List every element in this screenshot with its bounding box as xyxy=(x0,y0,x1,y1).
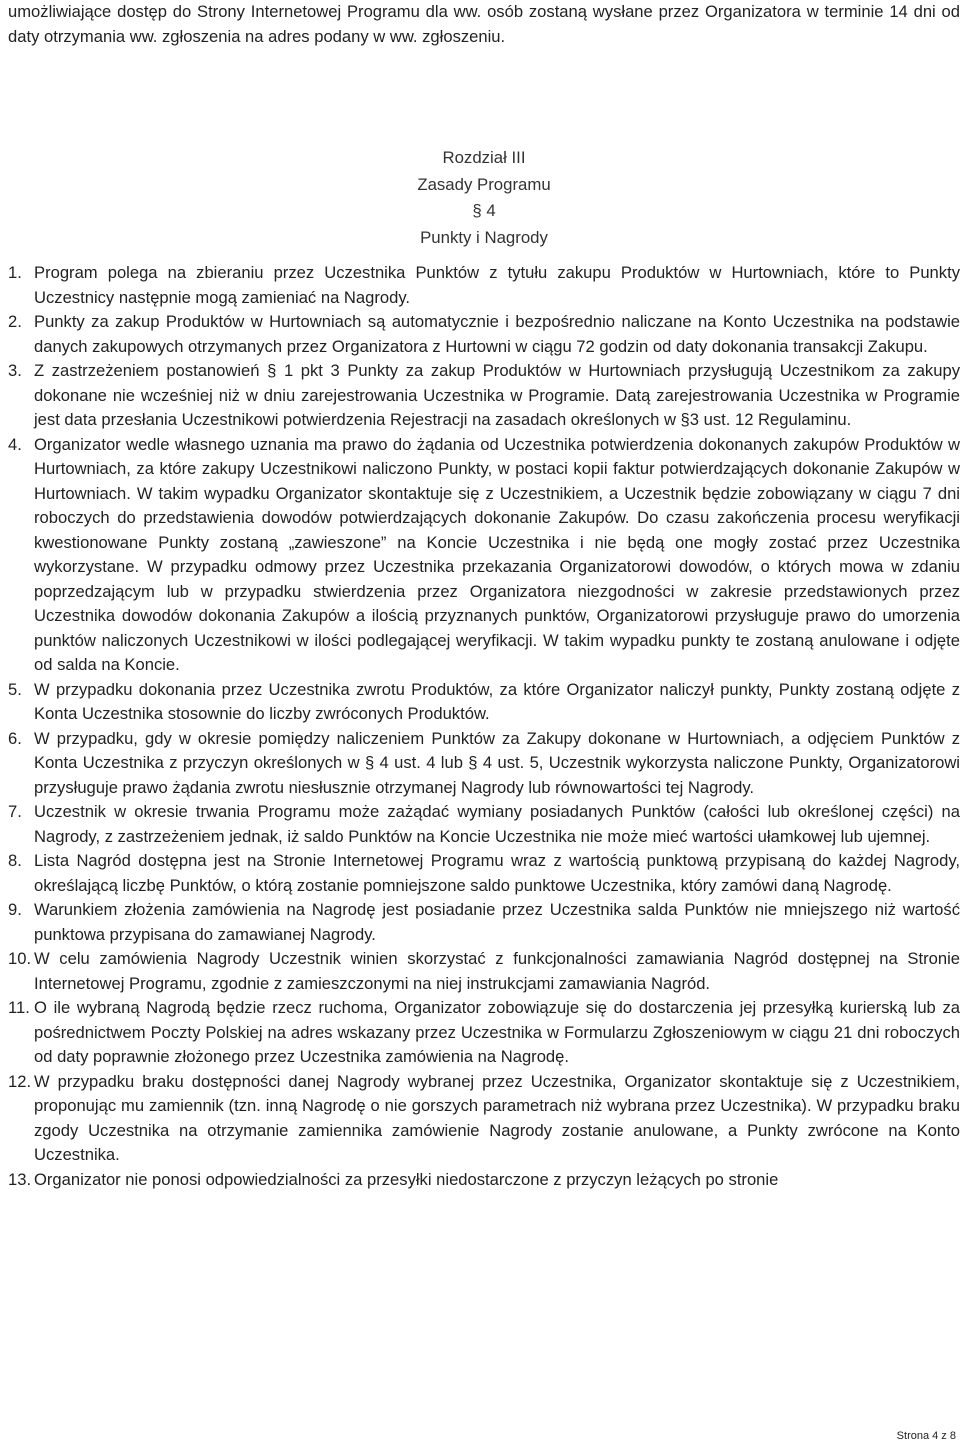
list-item-text: Punkty za zakup Produktów w Hurtowniach są automatycznie i bezpośrednio naliczane na Konto Uczestnika na podstawie danych zakupowych otrzymanych przez Organizatora z Hurtowni w ciągu 72 godzin od daty dokonania transakcji Zakupu. xyxy=(34,312,960,356)
list-item-number: 3. xyxy=(8,361,22,380)
list-item-text: Lista Nagród dostępna jest na Stronie Internetowej Programu wraz z wartością punktową przypisaną do każdej Nagrody, określającą liczbę Punktów, o którą zostanie pomniejszone saldo punktowe Uczestnika, który zamówi daną Nagrodę. xyxy=(34,851,960,895)
list-item xyxy=(8,898,960,947)
list-item-text: W przypadku dokonania przez Uczestnika zwrotu Produktów, za które Organizator naliczył punkty, Punkty zostaną odjęte z Konta Uczestnika stosownie do liczby zwróconych Produktów. xyxy=(34,679,960,723)
list-item xyxy=(8,849,960,898)
chapter-title: Rozdział III xyxy=(442,148,526,167)
intro-paragraph: umożliwiające dostęp do Strony Internetowej Programu dla ww. osób zostaną wysłane przez Organizatora w terminie 14 dni od daty otrzymania ww. zgłoszenia na adres podany w ww. zgłoszeniu. xyxy=(8,2,960,46)
list-item-number: 6. xyxy=(8,728,22,748)
list-item-number: 11. xyxy=(8,998,30,1017)
list-item xyxy=(8,800,960,849)
list-item xyxy=(8,727,960,801)
chapter-subtitle: Zasady Programu xyxy=(417,174,551,194)
list-item-text: Program polega na zbieraniu przez Uczestnika Punktów z tytułu zakupu Produktów w Hurtowniach, które to Punkty Uczestnicy następnie mogą zamieniać na Nagrody. xyxy=(34,263,960,307)
document-page xyxy=(8,0,960,1192)
list-item xyxy=(8,359,960,433)
list-item xyxy=(8,947,960,996)
list-item-number: 9. xyxy=(8,900,22,919)
section-number: § 4 xyxy=(472,201,496,220)
list-item-text: Z zastrzeżeniem postanowień § 1 pkt 3 Punkty za zakup Produktów w Hurtowniach przysługują Uczestnikom za zakupy dokonane nie wcześniej niż w dniu zarejestrowania Uczestnika w Programie. Datą zarejestrowania Uczestnika w Programie jest data przesłania Uczestnikowi potwierdzenia Rejestracji na zasadach określonych w §3 ust. 12 Regulaminu. xyxy=(34,361,960,429)
rules-list xyxy=(8,261,960,1192)
list-item-text: W przypadku braku dostępności danej Nagrody wybranej przez Uczestnika, Organizator skontaktuje się z Uczestnikiem, proponując mu zamiennik (tzn. inną Nagrodę o nie gorszych parametrach niż wybrana przez Uczestnika). W przypadku braku zgody Uczestnika na otrzymanie zamiennika zamówienie Nagrody zostanie anulowane, a Punkty zwrócone na Konto Uczestnika. xyxy=(34,1071,960,1164)
list-item-number: 10. xyxy=(8,949,32,968)
list-item-number: 2. xyxy=(8,312,22,331)
list-item-text: Organizator wedle własnego uznania ma prawo do żądania od Uczestnika potwierdzenia dokonanych zakupów Produktów w Hurtowniach, za które zakupy Uczestnikowi naliczono Punkty, w postaci kopii faktur potwierdzających dokonanie Zakupów w Hurtowniach. W takim wypadku Organizator skontaktuje się z Uczestnikiem, a Uczestnik będzie zobowiązany w ciągu 7 dni roboczych do przedstawienia dowodów potwierdzających dokonanie Zakupów. Do czasu zakończenia procesu weryfikacji kwestionowane Punkty zostaną „zawieszone” na Koncie Uczestnika i nie będą one mogły zostać przez Uczestnika wykorzystane. W przypadku odmowy przez Uczestnika przekazania Organizatorowi dowodów, o których mowa w zdaniu poprzedzającym lub w przypadku stwierdzenia przez Organizatora niezgodności w zakresie przedstawionych przez Uczestnika dowodów dokonania Zakupów a ilością przyznanych punktów, Organizatorowi przysługuje prawo do umorzenia punktów naliczonych Uczestnikowi w ilości podlegającej weryfikacji. W takim wypadku punkty te zostaną anulowane i odjęte od salda na Koncie. xyxy=(34,434,960,674)
list-item-text: Warunkiem złożenia zamówienia na Nagrodę jest posiadanie przez Uczestnika salda Punktów nie mniejszego niż wartość punktowa przypisana do zamawianej Nagrody. xyxy=(34,900,960,944)
list-item xyxy=(8,678,960,727)
list-item-number: 4. xyxy=(8,434,22,454)
list-item-text: W celu zamówienia Nagrody Uczestnik winien skorzystać z funkcjonalności zamawiania Nagród dostępnej na Stronie Internetowej Programu, zgodnie z zamieszczonymi na niej instrukcjami zamawiania Nagród. xyxy=(34,949,960,993)
list-item-number: 13. xyxy=(8,1169,32,1189)
list-item xyxy=(8,1168,960,1193)
list-item-text: W przypadku, gdy w okresie pomiędzy naliczeniem Punktów za Zakupy dokonane w Hurtowniach, a odjęciem Punktów z Konta Uczestnika z przyczyn określonych w § 4 ust. 4 lub § 4 ust. 5, Uczestnik wykorzysta naliczone Punkty, Organizatorowi przysługuje prawo żądania zwrotu niesłusznie otrzymanej Nagrody lub równowartości tej Nagrody. xyxy=(34,728,960,797)
list-item-number: 5. xyxy=(8,679,22,699)
list-item-number: 1. xyxy=(8,263,22,282)
list-item xyxy=(8,261,960,310)
list-item-number: 12. xyxy=(8,1071,32,1091)
list-item-text: O ile wybraną Nagrodą będzie rzecz ruchoma, Organizator zobowiązuje się do dostarczenia jej przesyłką kurierską lub za pośrednictwem Poczty Polskiej na adres wskazany przez Uczestnika w Formularzu Zgłoszeniowym w ciągu 21 dni roboczych od daty poprawnie złożonego przez Uczestnika zamówienia na Nagrodę. xyxy=(34,998,960,1066)
list-item xyxy=(8,1070,960,1168)
list-item-text: Organizator nie ponosi odpowiedzialności za przesyłki niedostarczone z przyczyn leżących po stronie xyxy=(34,1169,779,1189)
list-item-number: 7. xyxy=(8,802,22,821)
list-item xyxy=(8,310,960,359)
list-item xyxy=(8,996,960,1070)
page-footer: Strona 4 z 8 xyxy=(896,1430,956,1442)
list-item-text: Uczestnik w okresie trwania Programu może zażądać wymiany posiadanych Punktów (całości lub określonej części) na Nagrody, z zastrzeżeniem jednak, iż saldo Punktów na Koncie Uczestnika nie może mieć wartości ułamkowej lub ujemnej. xyxy=(34,802,960,846)
list-item xyxy=(8,433,960,678)
list-item-number: 8. xyxy=(8,851,22,870)
section-title: Punkty i Nagrody xyxy=(420,227,548,247)
